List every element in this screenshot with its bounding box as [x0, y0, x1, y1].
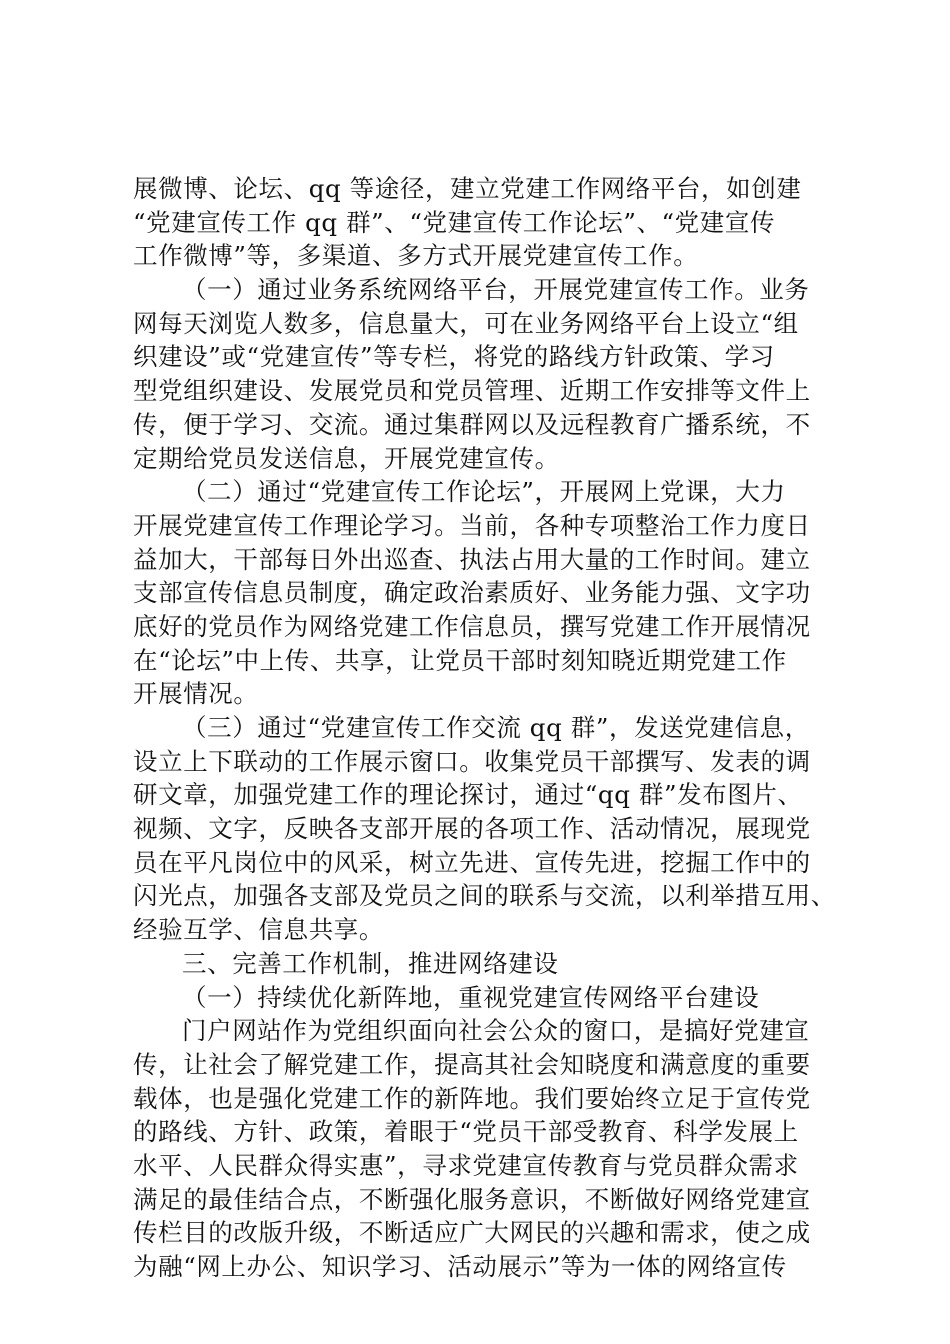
text-line: “党建宣传工作 qq 群”、“党建宣传工作论坛”、“党建宣传: [133, 207, 776, 237]
text-line: 开展情况。: [133, 679, 259, 709]
text-line: 员在平凡岗位中的风采，树立先进、宣传先进，挖掘工作中的: [133, 847, 811, 877]
text-line: 传，让社会了解党建工作，提高其社会知晓度和满意度的重要: [133, 1049, 811, 1079]
text-line: 传，便于学习、交流。通过集群网以及远程教育广播系统，不: [133, 409, 811, 439]
text-line: 开展党建宣传工作理论学习。当前，各种专项整治工作力度日: [133, 510, 811, 540]
text-line: （二）通过“党建宣传工作论坛”，开展网上党课，大力: [182, 477, 786, 507]
text-line: 设立上下联动的工作展示窗口。收集党员干部撰写、发表的调: [133, 746, 811, 776]
text-line: 经验互学、信息共享。: [133, 915, 384, 945]
text-line: 益加大，干部每日外出巡查、执法占用大量的工作时间。建立: [133, 544, 811, 574]
text-line: 的路线、方针、政策，着眼于“党员干部受教育、科学发展上: [133, 1117, 799, 1147]
text-line: 传栏目的改版升级，不断适应广大网民的兴趣和需求，使之成: [133, 1218, 811, 1248]
text-line: 满足的最佳结合点，不断强化服务意识，不断做好网络党建宣: [133, 1184, 811, 1214]
text-line: 研文章，加强党建工作的理论探讨，通过“qq 群”发布图片、: [133, 780, 803, 810]
text-line: 底好的党员作为网络党建工作信息员，撰写党建工作开展情况: [133, 611, 811, 641]
text-line: 织建设”或“党建宣传”等专栏，将党的路线方针政策、学习: [133, 342, 775, 372]
text-line: 为融“网上办公、知识学习、活动展示”等为一体的网络宣传: [133, 1252, 787, 1281]
text-line: 视频、文字，反映各支部开展的各项工作、活动情况，展现党: [133, 814, 811, 844]
text-line: 展微博、论坛、qq 等途径，建立党建工作网络平台，如创建: [133, 174, 802, 203]
text-line: 门户网站作为党组织面向社会公众的窗口，是搞好党建宣: [182, 1016, 810, 1046]
text-line: （三）通过“党建宣传工作交流 qq 群”，发送党建信息，: [182, 713, 810, 742]
text-line: 网每天浏览人数多，信息量大，可在业务网络平台上设立“组: [133, 308, 799, 338]
text-line: （一）持续优化新阵地，重视党建宣传网络平台建设: [182, 982, 760, 1012]
text-line: 载体，也是强化党建工作的新阵地。我们要始终立足于宣传党: [133, 1083, 811, 1113]
text-line: 定期给党员发送信息，开展党建宣传。: [133, 443, 560, 473]
text-line: 工作微博”等，多渠道、多方式开展党建宣传工作。: [133, 241, 699, 271]
text-line: 在“论坛”中上传、共享，让党员干部时刻知晓近期党建工作: [133, 645, 787, 675]
text-line: 三、完善工作机制，推进网络建设: [182, 948, 559, 978]
text-line: 支部宣传信息员制度，确定政治素质好、业务能力强、文字功: [133, 578, 811, 608]
text-line: 水平、人民群众得实惠”，寻求党建宣传教育与党员群众需求: [133, 1150, 799, 1180]
document-body-text: [133, 172, 836, 1284]
text-line: 闪光点，加强各支部及党员之间的联系与交流，以利举措互用、: [133, 881, 836, 911]
text-line: 型党组织建设、发展党员和党员管理、近期工作安排等文件上: [133, 376, 811, 406]
text-line: （一）通过业务系统网络平台，开展党建宣传工作。业务: [182, 275, 810, 305]
